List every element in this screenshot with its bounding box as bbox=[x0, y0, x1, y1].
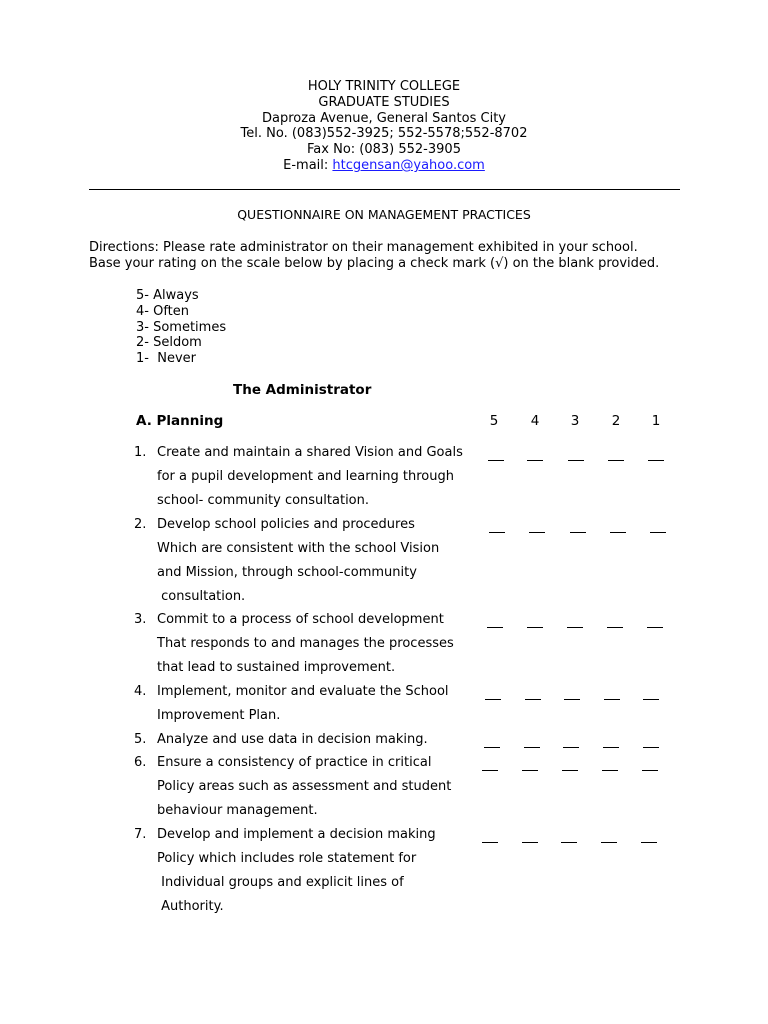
rating-blank-1[interactable] bbox=[647, 627, 663, 628]
rating-blank-2[interactable] bbox=[608, 460, 624, 461]
telephone: Tel. No. (083)552-3925; 552-5578;552-8702 bbox=[240, 126, 528, 142]
rating-blank-3[interactable] bbox=[568, 460, 584, 461]
question-text: Which are consistent with the school Vision bbox=[157, 541, 440, 556]
rating-blank-4[interactable] bbox=[529, 532, 545, 533]
rating-blank-5[interactable] bbox=[489, 532, 505, 533]
question-number: 7. bbox=[134, 827, 147, 842]
rating-blank-5[interactable] bbox=[485, 699, 501, 700]
questionnaire-title: QUESTIONNAIRE ON MANAGEMENT PRACTICES bbox=[237, 207, 531, 222]
department-name: GRADUATE STUDIES bbox=[318, 94, 450, 110]
question-text: and Mission, through school-community bbox=[157, 565, 417, 580]
rating-blank-2[interactable] bbox=[607, 627, 623, 628]
rating-blank-4[interactable] bbox=[527, 460, 543, 461]
section-title: A. Planning bbox=[136, 413, 224, 429]
question-number: 3. bbox=[134, 612, 147, 627]
column-header-5: 5 bbox=[489, 413, 499, 429]
question-text: Individual groups and explicit lines of bbox=[157, 875, 404, 890]
email-label: E-mail: bbox=[283, 157, 333, 173]
column-header-1: 1 bbox=[651, 413, 661, 429]
question-text: Policy areas such as assessment and student bbox=[157, 779, 452, 794]
rating-blank-2[interactable] bbox=[610, 532, 626, 533]
college-header bbox=[0, 79, 768, 174]
rating-blank-4[interactable] bbox=[522, 770, 538, 771]
question-number: 4. bbox=[134, 684, 147, 699]
rating-blank-3[interactable] bbox=[563, 747, 579, 748]
rating-blank-5[interactable] bbox=[482, 842, 498, 843]
rating-blank-2[interactable] bbox=[604, 699, 620, 700]
rating-blank-3[interactable] bbox=[561, 842, 577, 843]
scale-item: 1- Never bbox=[136, 351, 196, 367]
question-text: Analyze and use data in decision making. bbox=[157, 732, 428, 747]
question-text: Authority. bbox=[157, 899, 224, 914]
question-text: school- community consultation. bbox=[157, 493, 370, 508]
question-text: that lead to sustained improvement. bbox=[157, 660, 396, 675]
institution-name: HOLY TRINITY COLLEGE bbox=[307, 79, 461, 94]
rating-blank-4[interactable] bbox=[527, 627, 543, 628]
column-header-2: 2 bbox=[611, 413, 621, 429]
rating-blank-3[interactable] bbox=[567, 627, 583, 628]
rating-blank-4[interactable] bbox=[522, 842, 538, 843]
email-line bbox=[0, 158, 768, 174]
email-link[interactable]: htcgensan@yahoo.com bbox=[332, 157, 485, 173]
question-number: 2. bbox=[134, 517, 147, 532]
question-number: 1. bbox=[134, 445, 147, 460]
fax: Fax No: (083) 552-3905 bbox=[307, 142, 461, 158]
rating-blank-2[interactable] bbox=[602, 770, 618, 771]
question-number: 6. bbox=[134, 755, 147, 770]
subject-heading: The Administrator bbox=[233, 382, 372, 398]
rating-blank-1[interactable] bbox=[650, 532, 666, 533]
rating-blank-5[interactable] bbox=[488, 460, 504, 461]
rating-blank-1[interactable] bbox=[641, 842, 657, 843]
scale-item: 3- Sometimes bbox=[136, 319, 227, 335]
rating-blank-2[interactable] bbox=[601, 842, 617, 843]
scale-item: 4- Often bbox=[136, 303, 190, 319]
directions bbox=[89, 240, 659, 272]
directions-line: Base your rating on the scale below by placing a check mark (√) on the blank provided. bbox=[89, 256, 660, 271]
question-text: Ensure a consistency of practice in critical bbox=[157, 755, 432, 770]
question-text: Commit to a process of school development bbox=[157, 612, 444, 627]
question-text: for a pupil development and learning through bbox=[157, 469, 454, 484]
question-text: That responds to and manages the processes bbox=[157, 636, 454, 651]
rating-blank-4[interactable] bbox=[525, 699, 541, 700]
question-text: consultation. bbox=[157, 589, 246, 604]
column-header-3: 3 bbox=[570, 413, 580, 429]
header-divider bbox=[89, 189, 680, 190]
rating-blank-1[interactable] bbox=[643, 747, 659, 748]
rating-blank-3[interactable] bbox=[570, 532, 586, 533]
rating-scale bbox=[136, 288, 226, 367]
rating-blank-2[interactable] bbox=[603, 747, 619, 748]
rating-blank-3[interactable] bbox=[564, 699, 580, 700]
address: Daproza Avenue, General Santos City bbox=[262, 110, 506, 126]
rating-blank-1[interactable] bbox=[643, 699, 659, 700]
rating-blank-5[interactable] bbox=[487, 627, 503, 628]
scale-item: 5- Always bbox=[136, 288, 199, 303]
directions-line: Directions: Please rate administrator on their management exhibited in your school. bbox=[89, 240, 638, 255]
question-number: 5. bbox=[134, 732, 147, 747]
question-text: Policy which includes role statement for bbox=[157, 851, 417, 866]
rating-blank-5[interactable] bbox=[484, 747, 500, 748]
rating-blank-1[interactable] bbox=[648, 460, 664, 461]
question-text: Improvement Plan. bbox=[157, 708, 281, 723]
question-text: Develop and implement a decision making bbox=[157, 827, 436, 842]
question-text: Develop school policies and procedures bbox=[157, 517, 415, 532]
column-header-4: 4 bbox=[530, 413, 540, 429]
scale-item: 2- Seldom bbox=[136, 335, 202, 351]
rating-blank-3[interactable] bbox=[562, 770, 578, 771]
rating-blank-5[interactable] bbox=[482, 770, 498, 771]
question-text: behaviour management. bbox=[157, 803, 318, 818]
rating-blank-4[interactable] bbox=[524, 747, 540, 748]
question-text: Implement, monitor and evaluate the School bbox=[157, 684, 449, 699]
rating-blank-1[interactable] bbox=[642, 770, 658, 771]
question-text: Create and maintain a shared Vision and Goals bbox=[157, 445, 463, 460]
